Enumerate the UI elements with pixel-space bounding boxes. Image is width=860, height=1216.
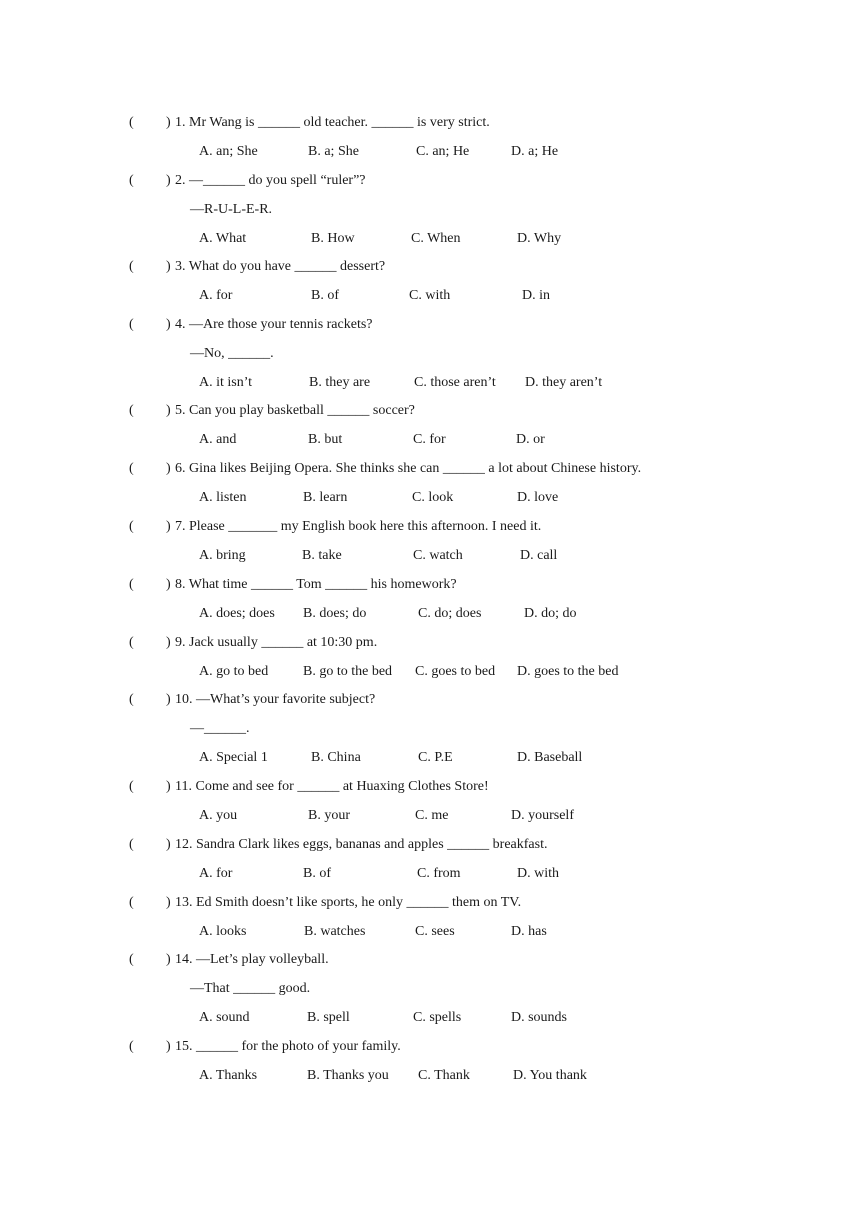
answer-bracket-open: ( — [129, 173, 134, 188]
question-text: 4. —Are those your tennis rackets? — [175, 317, 373, 332]
question-text: 14. —Let’s play volleyball. — [175, 952, 329, 967]
option-c: C. look — [412, 490, 454, 505]
option-a: A. listen — [199, 490, 247, 505]
answer-bracket-close: ) — [166, 779, 171, 794]
option-d: D. a; He — [511, 144, 559, 159]
options-row — [0, 373, 860, 393]
option-c: C. with — [409, 288, 451, 303]
answer-bracket-open: ( — [129, 461, 134, 476]
question-row — [0, 690, 860, 710]
question-subline — [0, 200, 860, 220]
option-a: A. for — [199, 288, 233, 303]
option-b: B. go to the bed — [303, 664, 393, 679]
question-row — [0, 401, 860, 421]
option-a: A. and — [199, 432, 237, 447]
question-row — [0, 257, 860, 277]
option-b: B. Thanks you — [307, 1068, 389, 1083]
option-d: D. yourself — [511, 808, 574, 823]
option-c: C. an; He — [416, 144, 470, 159]
question-row — [0, 777, 860, 797]
answer-bracket-open: ( — [129, 837, 134, 852]
options-row — [0, 142, 860, 162]
question-row — [0, 459, 860, 479]
option-c: C. those aren’t — [414, 375, 496, 390]
question-row — [0, 893, 860, 913]
option-d: D. or — [516, 432, 545, 447]
option-d: D. in — [522, 288, 550, 303]
option-c: C. spells — [413, 1010, 462, 1025]
answer-bracket-open: ( — [129, 519, 134, 534]
option-a: A. an; She — [199, 144, 258, 159]
answer-bracket-close: ) — [166, 837, 171, 852]
options-row — [0, 662, 860, 682]
question-row — [0, 171, 860, 191]
answer-bracket-close: ) — [166, 895, 171, 910]
option-a: A. looks — [199, 924, 247, 939]
question-text: 7. Please _______ my English book here this afternoon. I need it. — [175, 519, 542, 534]
answer-bracket-open: ( — [129, 952, 134, 967]
answer-bracket-close: ) — [166, 317, 171, 332]
option-d: D. call — [520, 548, 558, 563]
option-a: A. it isn’t — [199, 375, 253, 390]
option-c: C. When — [411, 231, 461, 246]
answer-bracket-open: ( — [129, 115, 134, 130]
question-text: 11. Come and see for ______ at Huaxing Clothes Store! — [175, 779, 489, 794]
question-row — [0, 950, 860, 970]
options-row — [0, 546, 860, 566]
option-c: C. Thank — [418, 1068, 470, 1083]
options-row — [0, 430, 860, 450]
dialogue-line: —R-U-L-E-R. — [190, 202, 273, 217]
answer-bracket-close: ) — [166, 403, 171, 418]
question-row — [0, 835, 860, 855]
answer-bracket-close: ) — [166, 952, 171, 967]
option-a: A. What — [199, 231, 247, 246]
option-b: B. does; do — [303, 606, 367, 621]
question-row — [0, 517, 860, 537]
option-c: C. do; does — [418, 606, 482, 621]
answer-bracket-open: ( — [129, 403, 134, 418]
option-a: A. go to bed — [199, 664, 269, 679]
option-d: D. Why — [517, 231, 562, 246]
options-row — [0, 806, 860, 826]
option-d: D. sounds — [511, 1010, 568, 1025]
options-row — [0, 1066, 860, 1086]
answer-bracket-open: ( — [129, 779, 134, 794]
option-b: B. but — [308, 432, 343, 447]
question-subline — [0, 719, 860, 739]
option-b: B. they are — [309, 375, 371, 390]
option-c: C. watch — [413, 548, 463, 563]
options-row — [0, 286, 860, 306]
answer-bracket-open: ( — [129, 895, 134, 910]
question-subline — [0, 979, 860, 999]
question-row — [0, 633, 860, 653]
question-row — [0, 113, 860, 133]
question-text: 12. Sandra Clark likes eggs, bananas and apples ______ breakfast. — [175, 837, 548, 852]
options-row — [0, 229, 860, 249]
option-d: D. do; do — [524, 606, 577, 621]
option-c: C. from — [417, 866, 461, 881]
answer-bracket-close: ) — [166, 115, 171, 130]
option-a: A. Special 1 — [199, 750, 268, 765]
options-row — [0, 748, 860, 768]
option-a: A. for — [199, 866, 233, 881]
question-text: 15. ______ for the photo of your family. — [175, 1039, 401, 1054]
question-text: 1. Mr Wang is ______ old teacher. ______ is very strict. — [175, 115, 490, 130]
options-row — [0, 864, 860, 884]
option-d: D. love — [517, 490, 559, 505]
dialogue-line: —No, ______. — [190, 346, 274, 361]
answer-bracket-open: ( — [129, 259, 134, 274]
option-a: A. bring — [199, 548, 246, 563]
dialogue-line: —That ______ good. — [190, 981, 311, 996]
question-text: 8. What time ______ Tom ______ his homework? — [175, 577, 457, 592]
option-d: D. they aren’t — [525, 375, 603, 390]
dialogue-line: —______. — [190, 721, 250, 736]
question-text: 13. Ed Smith doesn’t like sports, he only ______ them on TV. — [175, 895, 522, 910]
option-c: C. me — [415, 808, 449, 823]
answer-bracket-open: ( — [129, 1039, 134, 1054]
answer-bracket-close: ) — [166, 1039, 171, 1054]
answer-bracket-close: ) — [166, 259, 171, 274]
option-b: B. How — [311, 231, 355, 246]
option-d: D. You thank — [513, 1068, 587, 1083]
option-d: D. with — [517, 866, 559, 881]
question-text: 3. What do you have ______ dessert? — [175, 259, 386, 274]
option-b: B. China — [311, 750, 361, 765]
answer-bracket-close: ) — [166, 461, 171, 476]
answer-bracket-close: ) — [166, 519, 171, 534]
answer-bracket-open: ( — [129, 692, 134, 707]
question-text: 2. —______ do you spell “ruler”? — [175, 173, 366, 188]
question-text: 9. Jack usually ______ at 10:30 pm. — [175, 635, 378, 650]
question-row — [0, 575, 860, 595]
option-b: B. of — [303, 866, 331, 881]
question-row — [0, 1037, 860, 1057]
option-a: A. sound — [199, 1010, 250, 1025]
answer-bracket-close: ) — [166, 577, 171, 592]
option-c: C. P.E — [418, 750, 453, 765]
options-row — [0, 488, 860, 508]
question-text: 5. Can you play basketball ______ soccer? — [175, 403, 415, 418]
option-b: B. watches — [304, 924, 366, 939]
options-row — [0, 1008, 860, 1028]
question-subline — [0, 344, 860, 364]
option-b: B. learn — [303, 490, 348, 505]
option-b: B. a; She — [308, 144, 359, 159]
option-d: D. goes to the bed — [517, 664, 619, 679]
question-text: 6. Gina likes Beijing Opera. She thinks she can ______ a lot about Chinese history. — [175, 461, 642, 476]
option-d: D. Baseball — [517, 750, 583, 765]
question-row — [0, 315, 860, 335]
option-c: C. for — [413, 432, 446, 447]
option-b: B. spell — [307, 1010, 350, 1025]
option-a: A. Thanks — [199, 1068, 258, 1083]
option-b: B. your — [308, 808, 350, 823]
answer-bracket-open: ( — [129, 635, 134, 650]
option-a: A. does; does — [199, 606, 275, 621]
answer-bracket-close: ) — [166, 635, 171, 650]
option-c: C. goes to bed — [415, 664, 496, 679]
answer-bracket-open: ( — [129, 317, 134, 332]
option-a: A. you — [199, 808, 238, 823]
option-d: D. has — [511, 924, 547, 939]
question-text: 10. —What’s your favorite subject? — [175, 692, 376, 707]
answer-bracket-close: ) — [166, 692, 171, 707]
options-row — [0, 604, 860, 624]
answer-bracket-open: ( — [129, 577, 134, 592]
answer-bracket-close: ) — [166, 173, 171, 188]
options-row — [0, 922, 860, 942]
option-c: C. sees — [415, 924, 455, 939]
option-b: B. take — [302, 548, 342, 563]
option-b: B. of — [311, 288, 339, 303]
